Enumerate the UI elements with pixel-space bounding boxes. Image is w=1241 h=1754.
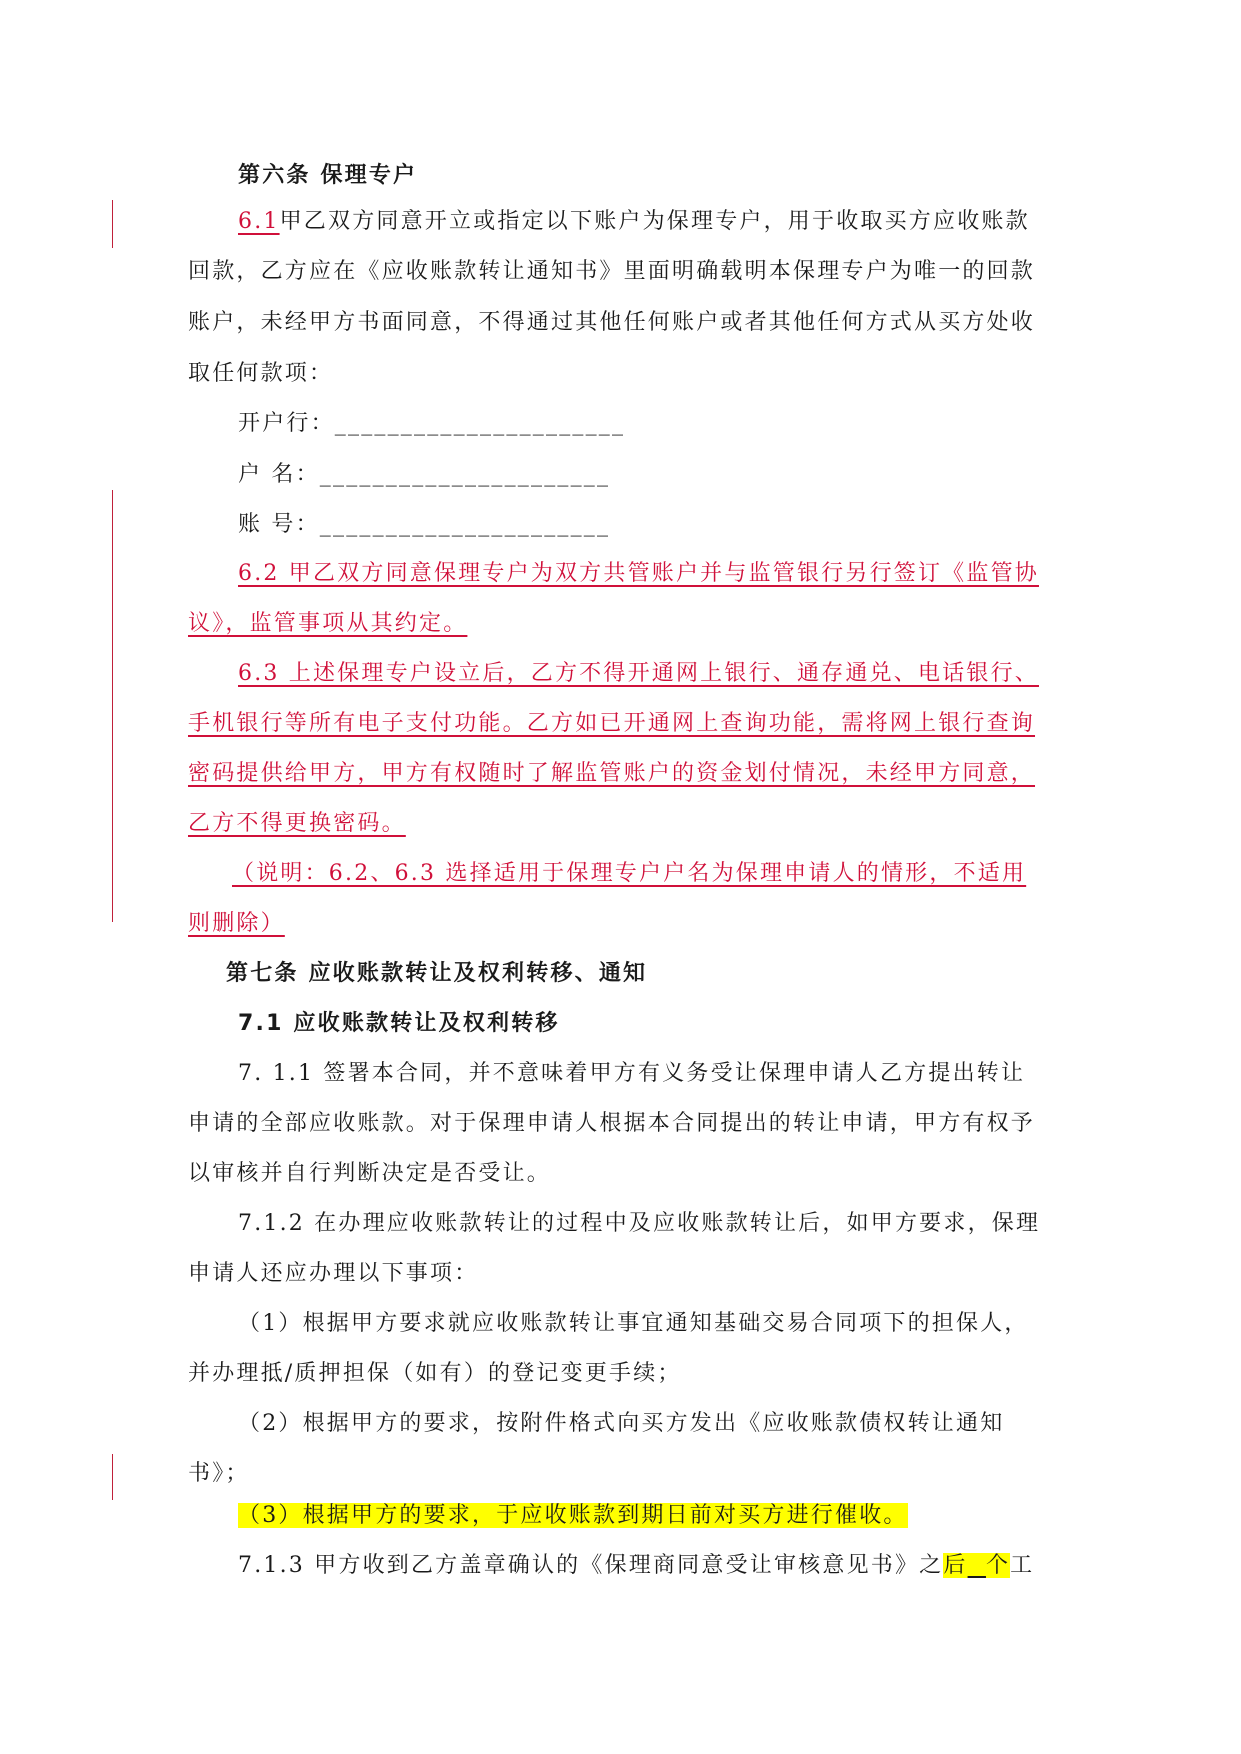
paragraph-6-2-line2: 议》，监管事项从其约定。 xyxy=(188,611,468,636)
article-6-heading: 第六条 保理专户 xyxy=(238,163,418,188)
item-1-line1: （1）根据甲方要求就应收账款转让事宜通知基础交易合同项下的担保人， xyxy=(238,1311,1029,1336)
paragraph-6-1-line2: 回款，乙方应在《应收账款转让通知书》里面明确载明本保理专户为唯一的回款 xyxy=(188,259,1036,284)
revision-bar xyxy=(112,490,113,922)
item-2-line1: （2）根据甲方的要求，按附件格式向买方发出《应收账款债权转让通知 xyxy=(238,1411,1005,1436)
paragraph-7-1-2-line1: 7.1.2 在办理应收账款转让的过程中及应收账款转让后，如甲方要求，保理 xyxy=(238,1211,1041,1236)
paragraph-6-1-line4: 取任何款项： xyxy=(188,361,334,386)
note-line2: 则删除） xyxy=(188,911,285,936)
bank-field: 开户行：______________________ xyxy=(238,411,626,436)
revision-bar xyxy=(112,200,113,248)
clause-text: 甲乙双方同意开立或指定以下账户为保理专户，用于收取买方应收账款 xyxy=(279,209,1030,234)
paragraph-7-1-2-line2: 申请人还应办理以下事项： xyxy=(188,1261,479,1286)
account-name-field: 户 名：______________________ xyxy=(238,462,611,487)
revision-bar xyxy=(112,1454,113,1500)
highlighted-after: 后 xyxy=(943,1553,968,1578)
section-7-1-heading: 7.1 应收账款转让及权利转移 xyxy=(238,1011,560,1036)
paragraph-7-1-1-line3: 以审核并自行判断决定是否受让。 xyxy=(188,1161,552,1186)
paragraph-6-1-line1 xyxy=(238,206,1030,238)
paragraph-6-3-text: 6.3 上述保理专户设立后，乙方不得开通网上银行、通存通兑、电话银行、 xyxy=(238,661,1039,686)
account-number-field: 账 号：______________________ xyxy=(238,512,611,537)
paragraph-7-1-1-line1: 7. 1.1 签署本合同，并不意味着甲方有义务受让保理申请人乙方提出转让 xyxy=(238,1061,1026,1086)
paragraph-6-1-line3: 账户，未经甲方书面同意，不得通过其他任何账户或者其他任何方式从买方处收 xyxy=(188,310,1036,335)
highlighted-text: （3）根据甲方的要求，于应收账款到期日前对买方进行催收。 xyxy=(238,1503,908,1528)
paragraph-7-1-3-line1 xyxy=(238,1550,1034,1582)
clause-number: 6.1 xyxy=(238,209,280,234)
item-1-line2: 并办理抵/质押担保（如有）的登记变更手续； xyxy=(188,1361,682,1386)
paragraph-6-3-line2: 手机银行等所有电子支付功能。乙方如已开通网上查询功能，需将网上银行查询 xyxy=(188,711,1036,736)
paragraph-6-3-line3: 密码提供给甲方，甲方有权随时了解监管账户的资金划付情况，未经甲方同意， xyxy=(188,761,1036,786)
article-7-heading: 第七条 应收账款转让及权利转移、通知 xyxy=(226,961,648,986)
paragraph-7-1-1-line2: 申请的全部应收账款。对于保理申请人根据本合同提出的转让申请，甲方有权予 xyxy=(188,1111,1036,1136)
blank-days xyxy=(968,1553,986,1578)
paragraph-6-3-line4: 乙方不得更换密码。 xyxy=(188,811,406,836)
paragraph-6-3-line1 xyxy=(188,658,1039,690)
note-line1: （说明：6.2、6.3 选择适用于保理专户户名为保理申请人的情形，不适用 xyxy=(232,861,1027,886)
highlighted-unit: 个 xyxy=(985,1553,1011,1578)
item-3 xyxy=(238,1500,908,1532)
paragraph-6-2-line1: 6.2 甲乙双方同意保理专户为双方共管账户并与监管银行另行签订《监管协 xyxy=(238,561,1039,586)
item-2-line2: 书》； xyxy=(188,1461,250,1486)
paragraph-7-1-3-end: 工 xyxy=(1010,1553,1035,1578)
paragraph-7-1-3-text: 7.1.3 甲方收到乙方盖章确认的《保理商同意受让审核意见书》之 xyxy=(238,1553,944,1578)
